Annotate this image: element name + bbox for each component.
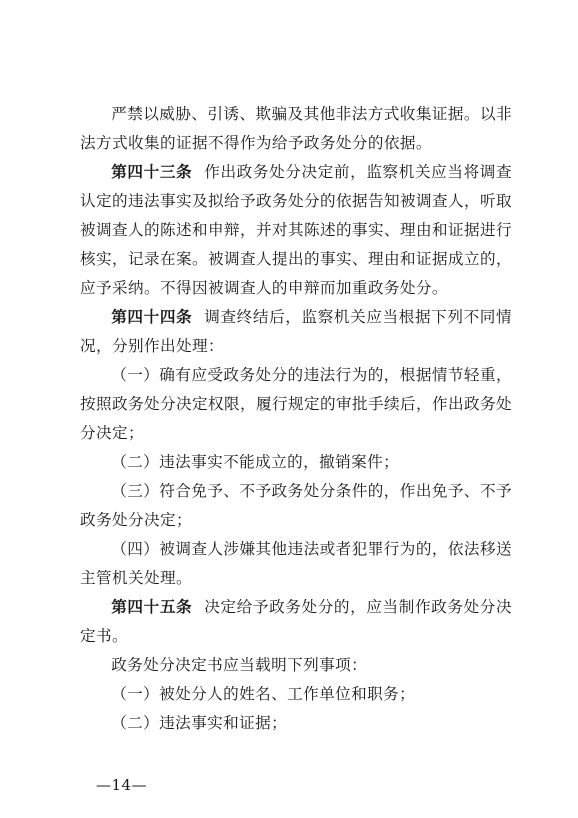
list-item bbox=[80, 535, 512, 593]
paragraph-text: （一）确有应受政务处分的违法行为的，根据情节轻重，按照政务处分决定权限，履行规定的审批手续后，作出政务处分决定； bbox=[80, 366, 512, 442]
paragraph-text: （四）被调查人涉嫌其他违法或者犯罪行为的，依法移送主管机关处理。 bbox=[80, 540, 512, 587]
paragraph bbox=[80, 100, 512, 158]
article-paragraph bbox=[80, 303, 512, 361]
paragraph bbox=[80, 651, 512, 680]
paragraph-text: 政务处分决定书应当载明下列事项： bbox=[111, 656, 368, 674]
article-paragraph bbox=[80, 593, 512, 651]
paragraph-text: 调查终结后，监察机关应当根据下列不同情况，分别作出处理： bbox=[80, 308, 512, 355]
paragraph-text: （二）违法事实和证据； bbox=[111, 714, 288, 732]
article-number: 第四十四条 bbox=[111, 308, 193, 326]
article-paragraph bbox=[80, 158, 512, 303]
paragraph-text: 严禁以威胁、引诱、欺骗及其他非法方式收集证据。以非法方式收集的证据不得作为给予政务处分的依据。 bbox=[80, 105, 512, 152]
document-body bbox=[80, 100, 512, 738]
page-number: —14— bbox=[96, 776, 148, 794]
paragraph-text: （一）被处分人的姓名、工作单位和职务； bbox=[111, 685, 416, 703]
article-number: 第四十五条 bbox=[111, 598, 193, 616]
paragraph-text: （三）符合免予、不予政务处分条件的，作出免予、不予政务处分决定； bbox=[80, 482, 512, 529]
list-item bbox=[80, 361, 512, 448]
list-item bbox=[80, 477, 512, 535]
paragraph-text: 决定给予政务处分的，应当制作政务处分决定书。 bbox=[80, 598, 512, 645]
list-item bbox=[80, 709, 512, 738]
list-item bbox=[80, 680, 512, 709]
list-item bbox=[80, 448, 512, 477]
article-number: 第四十三条 bbox=[111, 163, 193, 181]
paragraph-text: （二）违法事实不能成立的，撤销案件； bbox=[111, 453, 400, 471]
paragraph-text: 作出政务处分决定前，监察机关应当将调查认定的违法事实及拟给予政务处分的依据告知被调查人，听取被调查人的陈述和申辩，并对其陈述的事实、理由和证据进行核实，记录在案。被调查人提出的事实、理由和证据成立的，应予采纳。不得因被调查人的申辩而加重政务处分。 bbox=[80, 163, 512, 297]
